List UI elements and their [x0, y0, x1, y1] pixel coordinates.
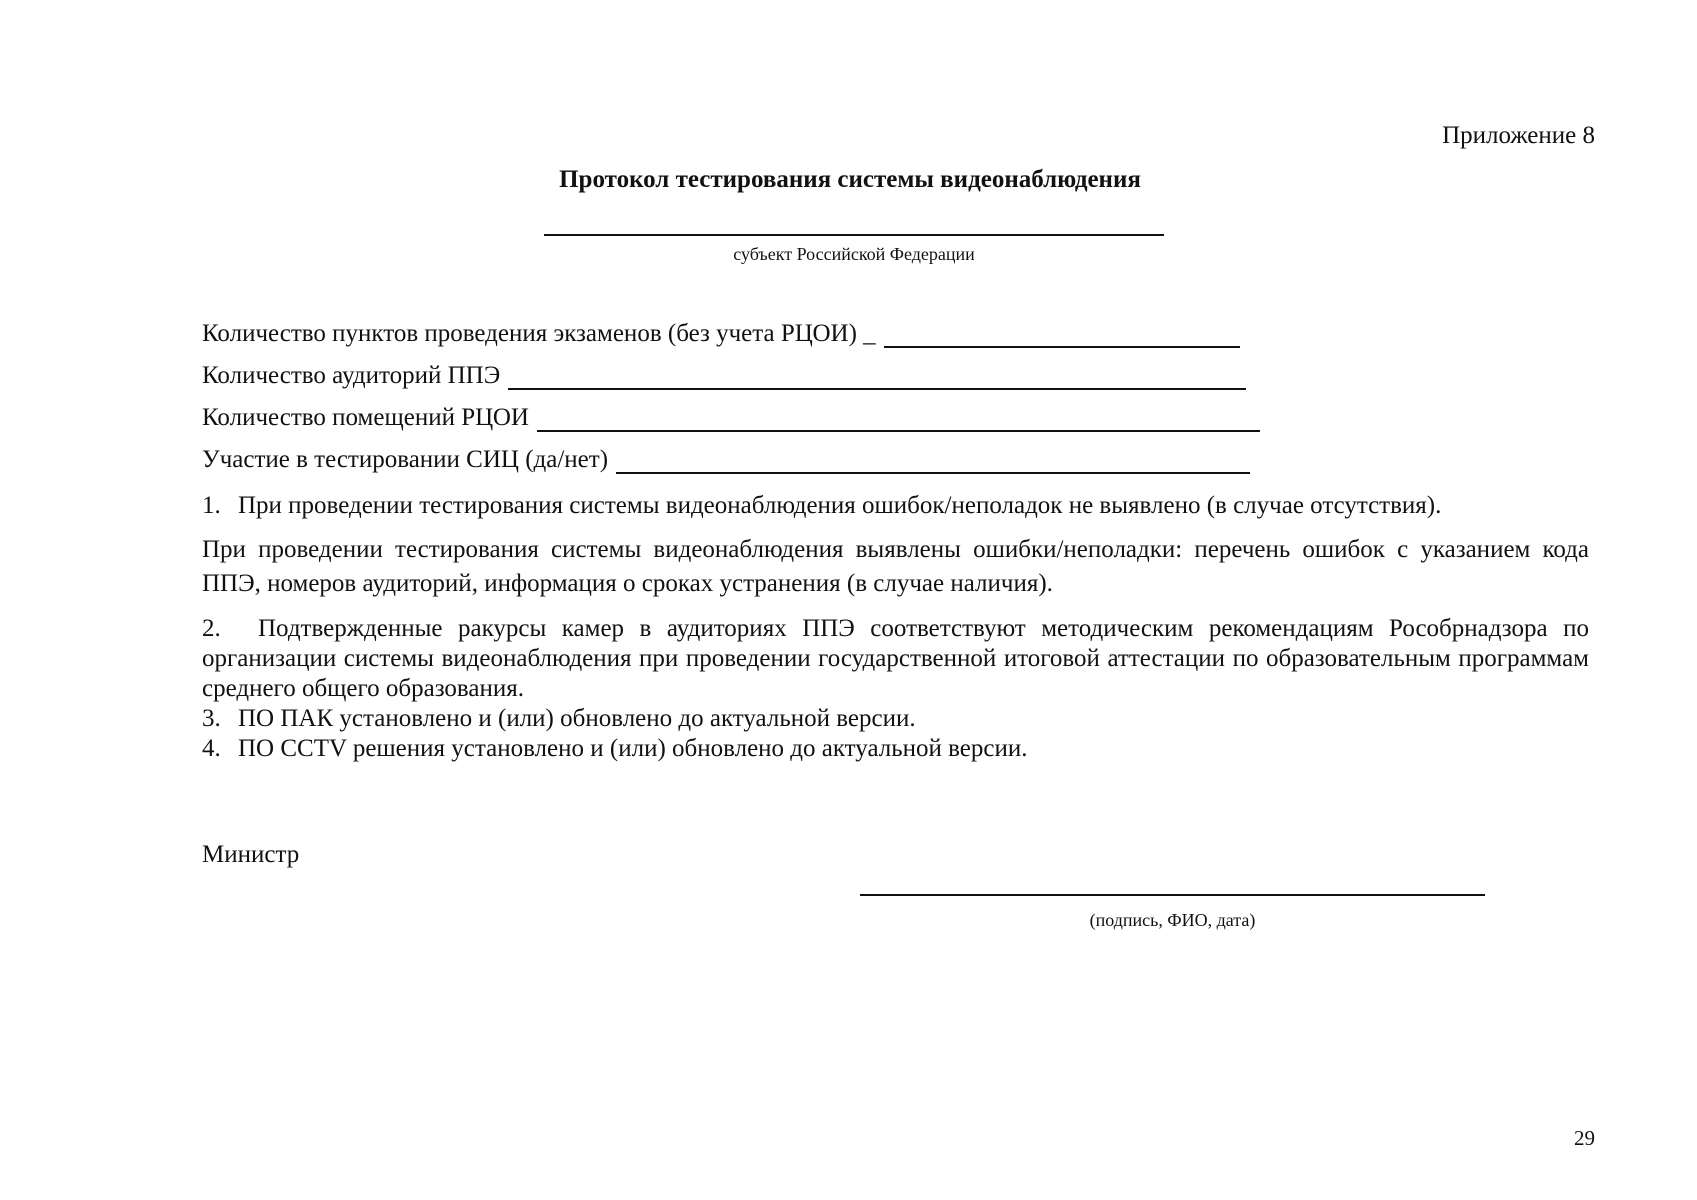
appendix-label: Приложение 8 — [1442, 122, 1595, 149]
field-label: Количество помещений РЦОИ — [202, 404, 529, 431]
list-item-number: 3. — [202, 705, 221, 732]
field-label: Количество аудиторий ППЭ — [202, 362, 501, 389]
field-blank-line — [616, 450, 1250, 474]
field-blank-line — [508, 366, 1246, 390]
field-label: Количество пунктов проведения экзаменов (без учета РЦОИ) _ — [202, 320, 876, 347]
errors-paragraph: При проведении тестирования системы видеонаблюдения выявлены ошибки/неполадки: перечень ошибок с указанием кода ППЭ, номеров аудиторий, информация о сроках устранения (в случае наличия). — [202, 536, 1589, 597]
field-blank-line — [884, 324, 1240, 348]
list-item-number: 2. — [202, 615, 221, 642]
field-label: Участие в тестировании СИЦ (да/нет) — [202, 446, 609, 473]
subject-underline — [544, 234, 1164, 236]
field-sic-participation — [202, 446, 1250, 474]
signature-line — [860, 894, 1485, 896]
list-item-number: 4. — [202, 735, 221, 762]
document-title: Протокол тестирования системы видеонаблюдения — [559, 166, 1141, 193]
list-item-text: ПО CCTV решения установлено и (или) обновлено до актуальной версии. — [238, 735, 1028, 762]
field-exam-points — [202, 320, 1240, 348]
list-item-2 — [202, 614, 1589, 704]
field-ppe-rooms — [202, 362, 1246, 390]
signature-caption: (подпись, ФИО, дата) — [1089, 910, 1256, 930]
list-item-number: 1. — [202, 492, 221, 519]
field-rcoi-rooms — [202, 404, 1260, 432]
list-item-text: ПО ПАК установлено и (или) обновлено до актуальной версии. — [238, 705, 916, 732]
list-item-text: При проведении тестирования системы видеонаблюдения ошибок/неполадок не выявлено (в случае отсутствия). — [238, 492, 1442, 519]
list-item-4 — [202, 734, 1589, 764]
list-item-3 — [202, 704, 1589, 734]
list-item-text: Подтвержденные ракурсы камер в аудиториях ППЭ соответствуют методическим рекомендациям Рособрнадзора по организации системы видеонаблюдения при проведении государственной итоговой аттестации по образовательным программам среднего общего образования. — [202, 615, 1589, 702]
page-number: 29 — [1574, 1126, 1595, 1150]
list-item-1 — [202, 491, 1589, 521]
subject-caption: субъект Российской Федерации — [733, 244, 975, 264]
signatory-role: Министр — [202, 841, 300, 868]
field-blank-line — [537, 408, 1260, 432]
